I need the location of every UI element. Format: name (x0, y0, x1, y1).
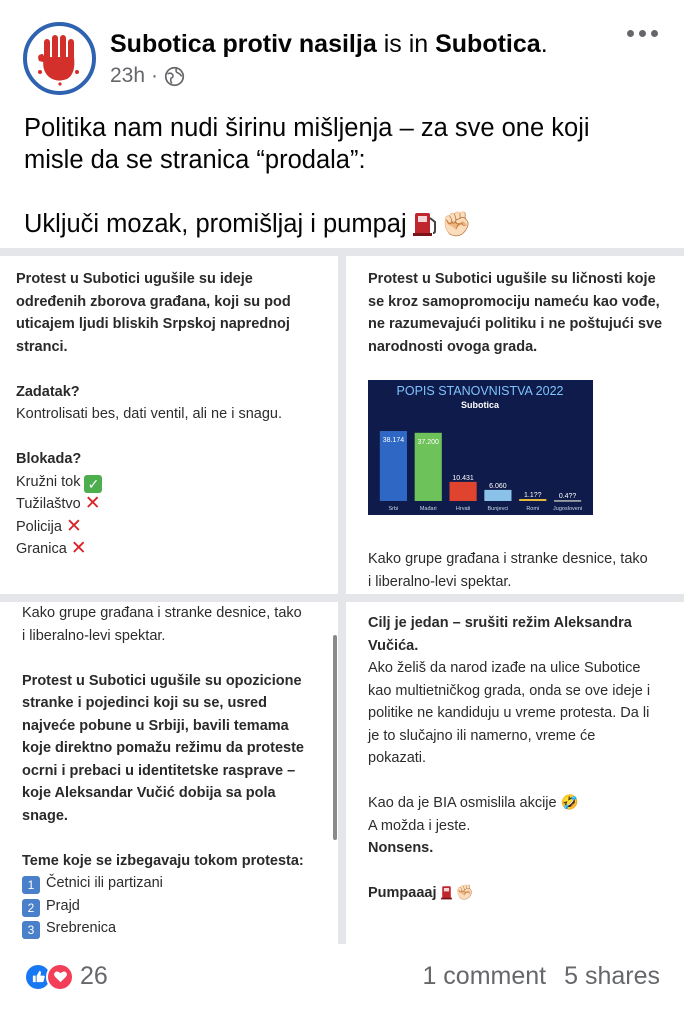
tile-text: Protest u Subotici ugušile su ličnosti koje (368, 271, 656, 287)
location-link[interactable]: Subotica (435, 30, 541, 58)
keycap-1-icon: 1 (22, 876, 40, 894)
block-item: Granica ✕ (16, 538, 87, 559)
reaction-count: 26 (80, 962, 108, 990)
avatar-hand-logo (27, 26, 93, 92)
chart-title: POPIS STANOVNISTVA 2022 (396, 384, 564, 398)
photo-tile-2[interactable] (346, 256, 684, 594)
tile-text: Protest u Subotici ugušile su ideje (16, 271, 253, 287)
raised-fist-icon: ✊🏻 (441, 211, 472, 238)
block-item: Tužilaštvo ✕ (16, 493, 101, 514)
tile-scrollbar[interactable] (333, 635, 337, 840)
chart-category-label: Jugosloveni (553, 506, 583, 512)
fuel-pump-icon (413, 209, 439, 237)
chart-bar-bunjevci (484, 490, 511, 501)
block-item: Kružni tok ✓ (16, 471, 322, 494)
tile-text: Nonsens. (368, 840, 434, 856)
photo-tile-4[interactable] (346, 602, 684, 944)
keycap-3-icon: 3 (22, 921, 40, 939)
tile-text: koje Aleksandar Vučić dobija sa pola (22, 785, 276, 801)
spacer (16, 426, 322, 449)
cross-mark-icon: ✕ (65, 515, 82, 537)
block-heading: Blokada? (16, 451, 82, 467)
comments-link[interactable]: 1 comment (422, 962, 547, 990)
chart-data-label: 6.060 (489, 482, 507, 490)
tile-text: Protest u Subotici ugušile su opozicione (22, 672, 302, 689)
spacer (368, 860, 662, 883)
tile-text: najveće pobune u Srbiji, bavili temama (22, 717, 289, 734)
tile-text: stranci. (16, 338, 68, 355)
more-options-icon[interactable] (627, 30, 658, 37)
laughing-face-icon: 🤣 (560, 795, 579, 811)
post-message (24, 112, 664, 241)
spacer (22, 647, 316, 670)
tile-text: koje direktno pomažu režimu da proteste (22, 740, 304, 756)
chart-data-label: 10.431 (452, 474, 474, 482)
spacer (16, 358, 322, 381)
check-mark-icon: ✓ (84, 475, 102, 493)
tile-text: određenih zborova građana, koji su pod (16, 293, 291, 310)
post-text-line: Politika nam nudi širinu mišljenja – za sve one koji (24, 114, 590, 142)
tile-text: Ako želiš da narod izađe na ulice Subotice (368, 660, 641, 676)
tile-text: narodnosti ovoga grada. (368, 338, 538, 355)
cross-mark-icon: ✕ (84, 493, 101, 514)
raised-fist-icon: ✊🏻 (455, 885, 474, 901)
title-period: . (540, 30, 548, 58)
tile-text: A možda i jeste. (368, 817, 471, 834)
chart-data-label: 38.174 (382, 437, 405, 445)
chart-category-label: Mađari (419, 506, 437, 512)
shares-link[interactable]: 5 shares (564, 962, 660, 990)
photo-grid (0, 248, 684, 944)
tile-text: je to slučajno ili namerno, vreme će (368, 727, 596, 744)
tile-text: stranke i pojedinci koji su se, usred (22, 695, 267, 711)
chart-subtitle: Subotica (460, 400, 500, 410)
post-text-line-final: Uključi mozak, promišljaj i pumpaj ✊🏻 (24, 208, 664, 241)
chart-category-label: Bunjevci (487, 506, 509, 512)
tile-text: pokazati. (368, 750, 427, 766)
post-title (110, 30, 548, 59)
topic-item: 2 Prajd (22, 895, 316, 918)
page-avatar[interactable] (23, 22, 96, 95)
post-text-line: misle da se stranica “prodala”: (24, 146, 366, 174)
meta-separator: · (151, 64, 159, 87)
tile-text: Kako grupe građana i stranke desnice, tako (368, 551, 648, 567)
tile-text: ocrni i prebaci u identitetske rasprave – (22, 762, 296, 779)
fuel-pump-icon (441, 884, 456, 900)
spacer (368, 770, 662, 793)
photo-tile-1[interactable] (0, 256, 338, 594)
chart-category-label: Srbi (388, 506, 399, 512)
post-time[interactable]: 23h (110, 64, 146, 87)
chart-category-label: Romi (526, 506, 540, 512)
tile-text: Kako grupe građana i stranke desnice, tako (22, 605, 302, 621)
tile-text: Kao da je BIA osmislila akcije 🤣 (368, 792, 662, 815)
spacer (22, 827, 316, 850)
block-item: Policija ✕ (16, 515, 82, 537)
tile-footer (368, 548, 648, 593)
globe-icon (164, 66, 185, 87)
engagement-stats (422, 962, 660, 991)
tile-text: i liberalno-levi spektar. (22, 627, 166, 644)
tile-text: Pumpaaaj ✊🏻 (368, 885, 474, 901)
task-body: Kontrolisati bes, dati ventil, ali ne i snagu. (16, 406, 282, 422)
tile-text: ne razumevajući politiku i ne poštujući sve (368, 316, 663, 332)
tile-text: politike ne kandiduju u vreme protesta. Da li (368, 705, 650, 721)
chart-category-label: Hrvati (455, 506, 471, 512)
tile-text: kao multietničkog grada, onda se ove ideje i (368, 682, 651, 699)
paragraph-gap (24, 176, 664, 208)
tile-text: se kroz samopromociju nameću kao vođe, (368, 293, 660, 310)
topics-heading: Teme koje se izbegavaju tokom protesta: (22, 852, 304, 869)
tile-text: snage. (22, 807, 68, 824)
tile-text: Vučića. (368, 637, 419, 654)
tile-text: i liberalno-levi spektar. (368, 573, 512, 590)
love-icon (46, 963, 74, 991)
page-name-link[interactable]: Subotica protiv nasilja (110, 30, 377, 58)
cross-mark-icon: ✕ (70, 538, 87, 559)
chart-bar-romi (519, 499, 546, 501)
chart-data-label: 1.1?? (523, 491, 542, 499)
post-meta (110, 64, 185, 88)
tile-text: Cilj je jedan – srušiti režim Aleksandra (368, 615, 632, 631)
is-in-text: is in (383, 30, 429, 58)
census-bar-chart (368, 380, 593, 515)
chart-bar-hrvati (449, 482, 476, 501)
chart-bar-jugosloveni (554, 500, 581, 502)
photo-tile-3[interactable] (0, 602, 338, 944)
task-heading: Zadatak? (16, 383, 80, 400)
chart-data-label: 0.4?? (558, 493, 577, 501)
topic-item: 1 Četnici ili partizani (22, 872, 316, 895)
chart-data-label: 37.200 (417, 438, 439, 446)
post-header (0, 0, 684, 108)
keycap-2-icon: 2 (22, 899, 40, 917)
tile-text: uticajem ljudi bliskih Srpskoj naprednoj (16, 316, 290, 332)
topic-item: 3 Srebrenica (22, 917, 316, 940)
reactions-summary[interactable] (24, 962, 108, 991)
